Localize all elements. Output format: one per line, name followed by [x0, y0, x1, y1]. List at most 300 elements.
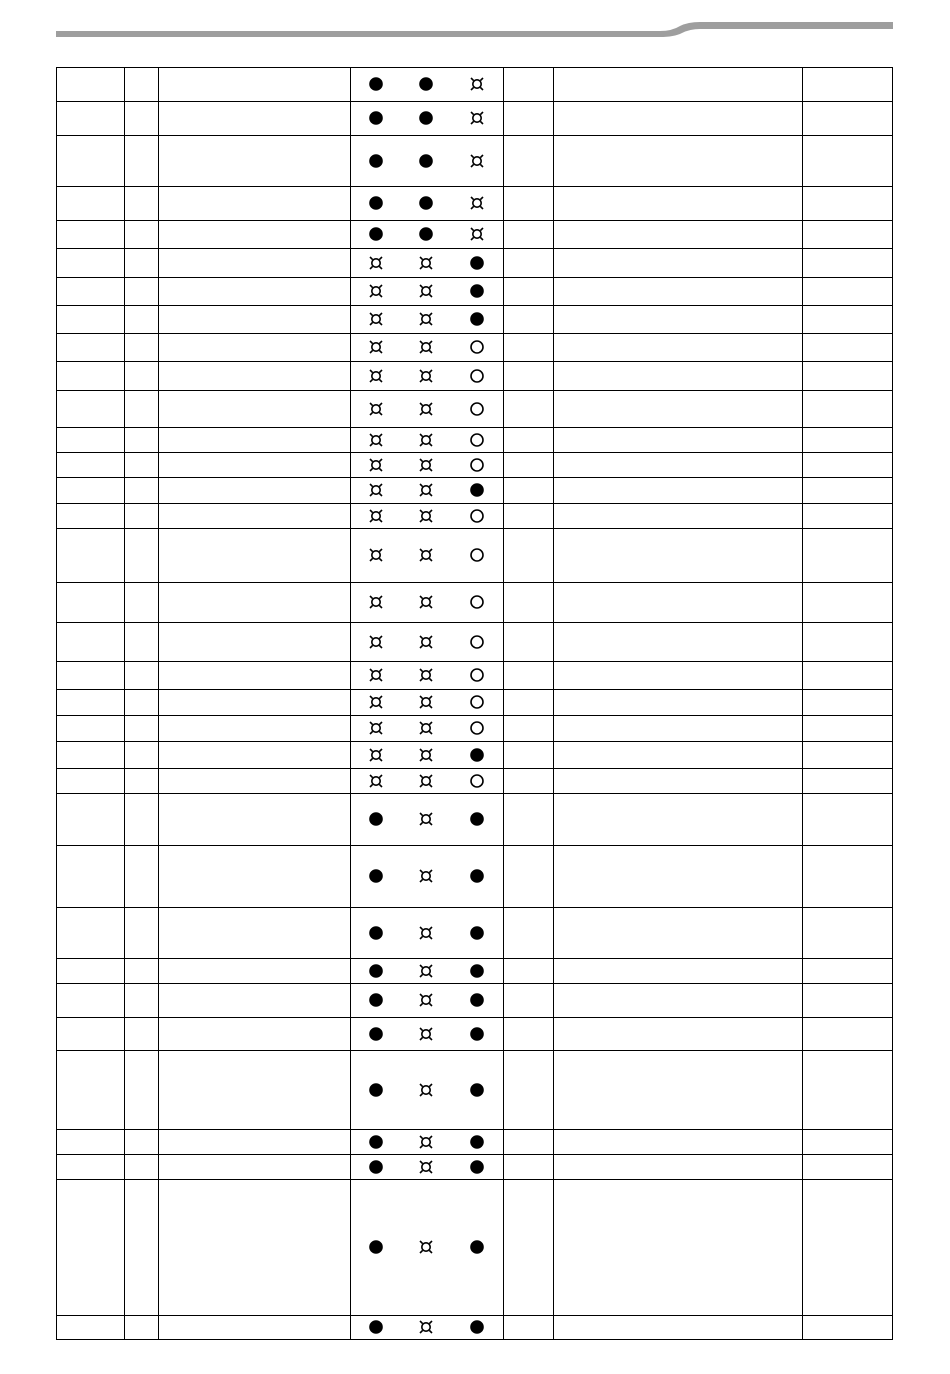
- lamp-cell: [401, 1018, 452, 1051]
- flashing-lamp-icon: [469, 110, 485, 126]
- code-cell: [57, 478, 125, 504]
- open-circle-icon: [469, 720, 485, 736]
- lamp-cell: [351, 362, 401, 391]
- description-cell: [159, 742, 351, 769]
- filled-circle-icon: [469, 255, 485, 271]
- flashing-lamp-icon: [368, 339, 384, 355]
- status-cell: [504, 278, 554, 306]
- status-cell: [504, 68, 554, 102]
- description-cell: [159, 662, 351, 690]
- lamp-cell: [401, 504, 452, 529]
- open-circle-icon: [469, 634, 485, 650]
- lamp-cell: [351, 68, 401, 102]
- lamp-cell: [351, 662, 401, 690]
- filled-circle-icon: [368, 1239, 384, 1255]
- code-cell: [57, 68, 125, 102]
- lamp-cell: [401, 428, 452, 453]
- remarks-cell: [803, 478, 893, 504]
- type-cell: [125, 662, 159, 690]
- table-row: [57, 769, 893, 794]
- lamp-cell: [401, 478, 452, 504]
- description-cell: [159, 908, 351, 959]
- status-cell: [504, 362, 554, 391]
- type-cell: [125, 1018, 159, 1051]
- lamp-cell: [351, 249, 401, 278]
- type-cell: [125, 690, 159, 716]
- type-cell: [125, 362, 159, 391]
- filled-circle-icon: [368, 153, 384, 169]
- flashing-lamp-icon: [418, 1239, 434, 1255]
- lamp-cell: [452, 1180, 504, 1316]
- details-cell: [554, 690, 803, 716]
- type-cell: [125, 136, 159, 187]
- lamp-cell: [452, 1051, 504, 1130]
- type-cell: [125, 742, 159, 769]
- filled-circle-icon: [469, 747, 485, 763]
- description-cell: [159, 623, 351, 662]
- lamp-cell: [452, 478, 504, 504]
- lamp-cell: [401, 1180, 452, 1316]
- remarks-cell: [803, 662, 893, 690]
- flashing-lamp-icon: [418, 773, 434, 789]
- lamp-cell: [351, 334, 401, 362]
- open-circle-icon: [469, 457, 485, 473]
- remarks-cell: [803, 583, 893, 623]
- description-cell: [159, 716, 351, 742]
- lamp-cell: [401, 306, 452, 334]
- details-cell: [554, 769, 803, 794]
- flashing-lamp-icon: [368, 594, 384, 610]
- code-cell: [57, 278, 125, 306]
- table-row: [57, 68, 893, 102]
- code-cell: [57, 623, 125, 662]
- table-row: [57, 1316, 893, 1340]
- description-cell: [159, 690, 351, 716]
- lamp-cell: [452, 716, 504, 742]
- type-cell: [125, 221, 159, 249]
- status-cell: [504, 504, 554, 529]
- code-cell: [57, 1316, 125, 1340]
- lamp-cell: [452, 1316, 504, 1340]
- status-cell: [504, 529, 554, 583]
- table-row: [57, 1155, 893, 1180]
- open-circle-icon: [469, 508, 485, 524]
- header-rule: [0, 0, 950, 50]
- code-cell: [57, 1130, 125, 1155]
- lamp-cell: [401, 959, 452, 984]
- code-cell: [57, 391, 125, 428]
- lamp-cell: [401, 908, 452, 959]
- type-cell: [125, 334, 159, 362]
- status-cell: [504, 1051, 554, 1130]
- code-cell: [57, 959, 125, 984]
- description-cell: [159, 846, 351, 908]
- description-cell: [159, 136, 351, 187]
- flashing-lamp-icon: [418, 1319, 434, 1335]
- lamp-cell: [401, 690, 452, 716]
- remarks-cell: [803, 846, 893, 908]
- code-cell: [57, 583, 125, 623]
- remarks-cell: [803, 742, 893, 769]
- lamp-cell: [351, 278, 401, 306]
- flashing-lamp-icon: [418, 508, 434, 524]
- filled-circle-icon: [418, 153, 434, 169]
- flashing-lamp-icon: [418, 432, 434, 448]
- lamp-cell: [401, 1051, 452, 1130]
- status-cell: [504, 221, 554, 249]
- details-cell: [554, 102, 803, 136]
- filled-circle-icon: [469, 311, 485, 327]
- lamp-cell: [452, 984, 504, 1018]
- code-cell: [57, 136, 125, 187]
- details-cell: [554, 391, 803, 428]
- table-row: [57, 984, 893, 1018]
- remarks-cell: [803, 529, 893, 583]
- lamp-cell: [351, 1130, 401, 1155]
- lamp-cell: [351, 1316, 401, 1340]
- details-cell: [554, 306, 803, 334]
- flashing-lamp-icon: [418, 925, 434, 941]
- code-cell: [57, 504, 125, 529]
- lamp-cell: [452, 504, 504, 529]
- filled-circle-icon: [418, 226, 434, 242]
- details-cell: [554, 742, 803, 769]
- lamp-cell: [401, 221, 452, 249]
- flashing-lamp-icon: [418, 992, 434, 1008]
- description-cell: [159, 334, 351, 362]
- type-cell: [125, 1316, 159, 1340]
- remarks-cell: [803, 187, 893, 221]
- remarks-cell: [803, 908, 893, 959]
- type-cell: [125, 529, 159, 583]
- remarks-cell: [803, 1316, 893, 1340]
- flashing-lamp-icon: [368, 432, 384, 448]
- lamp-cell: [452, 68, 504, 102]
- flashing-lamp-icon: [469, 226, 485, 242]
- status-cell: [504, 1180, 554, 1316]
- details-cell: [554, 716, 803, 742]
- details-cell: [554, 529, 803, 583]
- details-cell: [554, 1316, 803, 1340]
- type-cell: [125, 908, 159, 959]
- code-cell: [57, 846, 125, 908]
- lamp-cell: [452, 136, 504, 187]
- code-cell: [57, 221, 125, 249]
- code-cell: [57, 428, 125, 453]
- type-cell: [125, 794, 159, 846]
- type-cell: [125, 68, 159, 102]
- remarks-cell: [803, 504, 893, 529]
- lamp-cell: [351, 742, 401, 769]
- code-cell: [57, 453, 125, 478]
- lamp-cell: [351, 846, 401, 908]
- lamp-cell: [401, 68, 452, 102]
- status-cell: [504, 984, 554, 1018]
- code-cell: [57, 1155, 125, 1180]
- table-row: [57, 1051, 893, 1130]
- filled-circle-icon: [469, 1026, 485, 1042]
- table-row: [57, 478, 893, 504]
- description-cell: [159, 362, 351, 391]
- flashing-lamp-icon: [368, 634, 384, 650]
- description-cell: [159, 187, 351, 221]
- flashing-lamp-icon: [368, 255, 384, 271]
- details-cell: [554, 908, 803, 959]
- remarks-cell: [803, 362, 893, 391]
- type-cell: [125, 1180, 159, 1316]
- flashing-lamp-icon: [418, 339, 434, 355]
- flashing-lamp-icon: [418, 594, 434, 610]
- lamp-cell: [351, 690, 401, 716]
- flashing-lamp-icon: [418, 811, 434, 827]
- status-cell: [504, 306, 554, 334]
- filled-circle-icon: [469, 1319, 485, 1335]
- table-body: [57, 68, 893, 1340]
- flashing-lamp-icon: [368, 283, 384, 299]
- code-cell: [57, 187, 125, 221]
- lamp-cell: [452, 583, 504, 623]
- open-circle-icon: [469, 339, 485, 355]
- description-cell: [159, 583, 351, 623]
- details-cell: [554, 662, 803, 690]
- lamp-cell: [351, 1180, 401, 1316]
- type-cell: [125, 187, 159, 221]
- filled-circle-icon: [469, 963, 485, 979]
- description-cell: [159, 529, 351, 583]
- status-cell: [504, 187, 554, 221]
- lamp-cell: [452, 334, 504, 362]
- description-cell: [159, 391, 351, 428]
- remarks-cell: [803, 1051, 893, 1130]
- flashing-lamp-icon: [368, 773, 384, 789]
- filled-circle-icon: [469, 1134, 485, 1150]
- code-cell: [57, 102, 125, 136]
- lamp-cell: [452, 690, 504, 716]
- details-cell: [554, 959, 803, 984]
- flashing-lamp-icon: [418, 255, 434, 271]
- code-cell: [57, 908, 125, 959]
- description-cell: [159, 306, 351, 334]
- filled-circle-icon: [368, 868, 384, 884]
- type-cell: [125, 716, 159, 742]
- table-row: [57, 306, 893, 334]
- details-cell: [554, 1130, 803, 1155]
- filled-circle-icon: [469, 482, 485, 498]
- type-cell: [125, 478, 159, 504]
- filled-circle-icon: [418, 76, 434, 92]
- lamp-cell: [351, 136, 401, 187]
- flashing-lamp-icon: [418, 634, 434, 650]
- remarks-cell: [803, 334, 893, 362]
- table-row: [57, 662, 893, 690]
- lamp-cell: [452, 306, 504, 334]
- flashing-lamp-icon: [368, 368, 384, 384]
- remarks-cell: [803, 68, 893, 102]
- table-row: [57, 742, 893, 769]
- lamp-cell: [351, 391, 401, 428]
- type-cell: [125, 623, 159, 662]
- status-cell: [504, 1316, 554, 1340]
- remarks-cell: [803, 794, 893, 846]
- filled-circle-icon: [469, 283, 485, 299]
- lamp-cell: [401, 102, 452, 136]
- table-row: [57, 583, 893, 623]
- flashing-lamp-icon: [418, 457, 434, 473]
- table-row: [57, 959, 893, 984]
- lamp-cell: [452, 529, 504, 583]
- filled-circle-icon: [368, 1159, 384, 1175]
- details-cell: [554, 428, 803, 453]
- remarks-cell: [803, 249, 893, 278]
- filled-circle-icon: [418, 195, 434, 211]
- table-row: [57, 1180, 893, 1316]
- remarks-cell: [803, 453, 893, 478]
- lamp-cell: [452, 249, 504, 278]
- status-cell: [504, 794, 554, 846]
- code-cell: [57, 769, 125, 794]
- type-cell: [125, 278, 159, 306]
- lamp-cell: [452, 959, 504, 984]
- details-cell: [554, 334, 803, 362]
- code-cell: [57, 1051, 125, 1130]
- flashing-lamp-icon: [418, 694, 434, 710]
- open-circle-icon: [469, 773, 485, 789]
- type-cell: [125, 984, 159, 1018]
- remarks-cell: [803, 984, 893, 1018]
- lamp-cell: [351, 504, 401, 529]
- status-cell: [504, 583, 554, 623]
- status-cell: [504, 453, 554, 478]
- status-cell: [504, 1130, 554, 1155]
- remarks-cell: [803, 221, 893, 249]
- table-row: [57, 1018, 893, 1051]
- table-row: [57, 794, 893, 846]
- lamp-cell: [401, 846, 452, 908]
- code-cell: [57, 794, 125, 846]
- type-cell: [125, 959, 159, 984]
- flashing-lamp-icon: [418, 868, 434, 884]
- status-cell: [504, 391, 554, 428]
- lamp-cell: [452, 794, 504, 846]
- description-cell: [159, 1051, 351, 1130]
- remarks-cell: [803, 1180, 893, 1316]
- code-cell: [57, 306, 125, 334]
- filled-circle-icon: [368, 963, 384, 979]
- details-cell: [554, 136, 803, 187]
- description-cell: [159, 478, 351, 504]
- description-cell: [159, 68, 351, 102]
- flashing-lamp-icon: [368, 482, 384, 498]
- filled-circle-icon: [368, 110, 384, 126]
- description-cell: [159, 1018, 351, 1051]
- filled-circle-icon: [368, 1082, 384, 1098]
- table-row: [57, 362, 893, 391]
- type-cell: [125, 453, 159, 478]
- table-row: [57, 453, 893, 478]
- description-cell: [159, 984, 351, 1018]
- filled-circle-icon: [469, 992, 485, 1008]
- details-cell: [554, 187, 803, 221]
- lamp-cell: [452, 769, 504, 794]
- type-cell: [125, 583, 159, 623]
- lamp-cell: [351, 529, 401, 583]
- flashing-lamp-icon: [418, 401, 434, 417]
- details-cell: [554, 794, 803, 846]
- status-cell: [504, 959, 554, 984]
- table-row: [57, 846, 893, 908]
- code-cell: [57, 334, 125, 362]
- remarks-cell: [803, 716, 893, 742]
- flashing-lamp-icon: [368, 401, 384, 417]
- type-cell: [125, 391, 159, 428]
- description-cell: [159, 278, 351, 306]
- type-cell: [125, 306, 159, 334]
- type-cell: [125, 249, 159, 278]
- details-cell: [554, 1018, 803, 1051]
- status-cell: [504, 136, 554, 187]
- lamp-cell: [401, 334, 452, 362]
- lamp-cell: [401, 662, 452, 690]
- open-circle-icon: [469, 401, 485, 417]
- flashing-lamp-icon: [418, 1159, 434, 1175]
- details-cell: [554, 984, 803, 1018]
- flashing-lamp-icon: [368, 311, 384, 327]
- flashing-lamp-icon: [368, 508, 384, 524]
- lamp-cell: [452, 102, 504, 136]
- status-cell: [504, 690, 554, 716]
- lamp-cell: [351, 187, 401, 221]
- lamp-cell: [351, 794, 401, 846]
- details-cell: [554, 221, 803, 249]
- filled-circle-icon: [368, 811, 384, 827]
- remarks-cell: [803, 278, 893, 306]
- flashing-lamp-icon: [418, 667, 434, 683]
- filled-circle-icon: [469, 811, 485, 827]
- lamp-cell: [401, 583, 452, 623]
- open-circle-icon: [469, 667, 485, 683]
- description-cell: [159, 769, 351, 794]
- lamp-cell: [452, 362, 504, 391]
- filled-circle-icon: [368, 925, 384, 941]
- description-cell: [159, 102, 351, 136]
- code-cell: [57, 984, 125, 1018]
- check-code-table: [56, 67, 893, 1340]
- lamp-cell: [452, 1018, 504, 1051]
- filled-circle-icon: [418, 110, 434, 126]
- lamp-cell: [452, 908, 504, 959]
- table-row: [57, 529, 893, 583]
- lamp-cell: [351, 908, 401, 959]
- status-cell: [504, 769, 554, 794]
- filled-circle-icon: [368, 195, 384, 211]
- lamp-cell: [452, 221, 504, 249]
- lamp-cell: [401, 623, 452, 662]
- details-cell: [554, 362, 803, 391]
- lamp-cell: [452, 187, 504, 221]
- remarks-cell: [803, 428, 893, 453]
- type-cell: [125, 1155, 159, 1180]
- lamp-cell: [401, 1130, 452, 1155]
- table-row: [57, 334, 893, 362]
- code-cell: [57, 362, 125, 391]
- filled-circle-icon: [368, 1134, 384, 1150]
- remarks-cell: [803, 1155, 893, 1180]
- status-cell: [504, 908, 554, 959]
- flashing-lamp-icon: [418, 747, 434, 763]
- open-circle-icon: [469, 432, 485, 448]
- lamp-cell: [351, 959, 401, 984]
- lamp-cell: [351, 221, 401, 249]
